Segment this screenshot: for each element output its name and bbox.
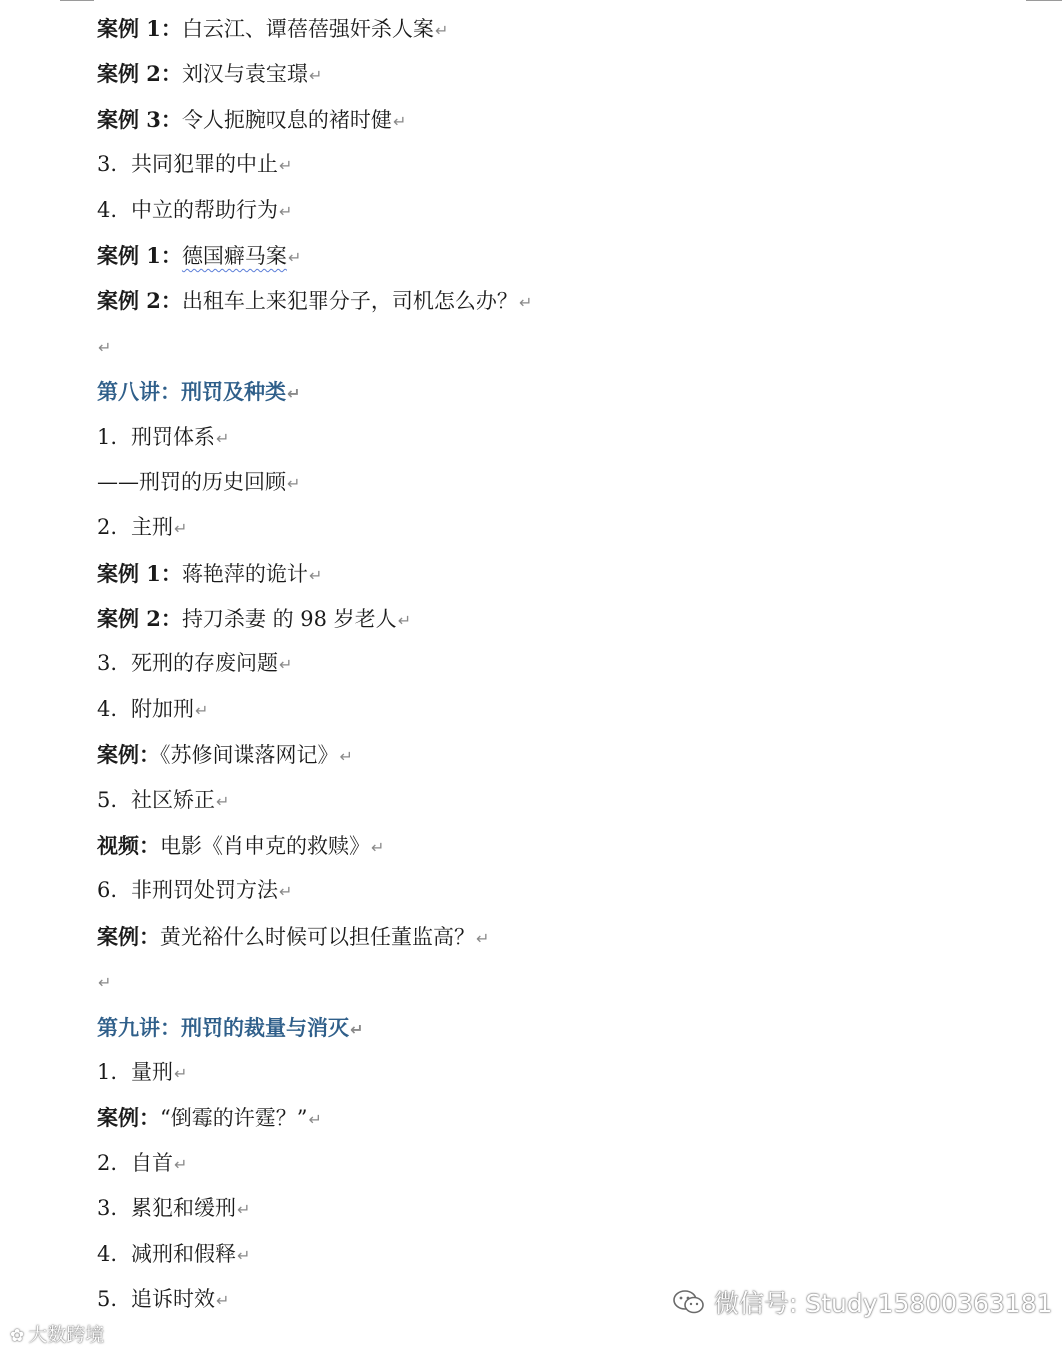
paragraph-mark-icon: ↵ xyxy=(434,21,449,40)
case-label: 案例： xyxy=(97,923,160,949)
case-label: 案例 1： xyxy=(97,16,182,41)
case-text: 刘汉与袁宝璟 xyxy=(181,62,308,87)
case-line xyxy=(97,6,1017,51)
case-text: 《苏修间谍落网记》 xyxy=(160,743,339,768)
sub-text: ——刑罚的历史回顾 xyxy=(97,469,286,494)
item-number: 5. xyxy=(97,787,118,812)
case-line xyxy=(97,596,1017,641)
case-label: 案例： xyxy=(97,742,160,768)
case-text: 黄光裕什么时候可以担任董监高？ xyxy=(160,924,475,949)
case-line xyxy=(97,233,1017,278)
paragraph-mark-icon: ↵ xyxy=(287,247,302,267)
item-number: 3. xyxy=(97,651,118,676)
heading-text: 第九讲：刑罚的裁量与消灭 xyxy=(97,1014,349,1040)
case-line xyxy=(97,551,1017,596)
item-text: 社区矫正 xyxy=(131,787,216,812)
item-text: 主刑 xyxy=(131,515,174,540)
item-text: 刑罚体系 xyxy=(131,424,216,449)
case-line xyxy=(97,1095,1017,1140)
item-text: 中立的帮助行为 xyxy=(131,197,279,222)
paragraph-mark-icon: ↵ xyxy=(237,1245,251,1265)
paragraph-mark-icon: ↵ xyxy=(287,384,301,404)
item-number: 3. xyxy=(97,1196,118,1221)
item-text: 量刑 xyxy=(131,1059,174,1084)
case-text: 德国癖马案 xyxy=(181,243,287,268)
paragraph-mark-icon: ↵ xyxy=(216,1290,230,1310)
section-heading xyxy=(97,1005,1017,1050)
item-text: 累犯和缓刑 xyxy=(131,1196,237,1221)
paragraph-mark-icon: ↵ xyxy=(174,1063,188,1083)
item-number: 6. xyxy=(97,878,118,903)
paragraph-mark-icon: ↵ xyxy=(308,565,323,585)
numbered-item xyxy=(97,1232,1017,1277)
case-label: 案例： xyxy=(97,1105,160,1131)
video-text: 电影《肖申克的救赎》 xyxy=(160,834,370,859)
case-line xyxy=(97,278,1017,323)
item-text: 减刑和假释 xyxy=(131,1241,237,1266)
numbered-item xyxy=(97,142,1017,187)
item-number: 3. xyxy=(97,152,118,177)
paragraph-mark-icon: ↵ xyxy=(397,611,412,631)
numbered-item xyxy=(97,778,1017,823)
case-text: 蒋艳萍的诡计 xyxy=(181,561,308,586)
paragraph-mark-icon: ↵ xyxy=(216,428,230,448)
paragraph-mark-icon: ↵ xyxy=(350,1019,364,1039)
numbered-item xyxy=(97,868,1017,913)
paragraph-mark-icon: ↵ xyxy=(339,747,353,767)
case-line xyxy=(97,51,1017,96)
case-label: 案例 2： xyxy=(97,606,182,632)
paragraph-mark-icon: ↵ xyxy=(476,928,490,948)
watermark-left-text: 大数跨境 xyxy=(28,1324,105,1346)
item-number: 2. xyxy=(97,1150,118,1175)
case-text: 出租车上来犯罪分子，司机怎么办？ xyxy=(181,289,518,314)
numbered-item xyxy=(97,188,1017,233)
item-number: 1. xyxy=(97,424,118,449)
numbered-item xyxy=(97,415,1017,460)
paragraph-mark-icon: ↵ xyxy=(237,1200,251,1220)
item-text: 死刑的存废问题 xyxy=(131,651,279,676)
item-text: 共同犯罪的中止 xyxy=(131,152,279,177)
numbered-item xyxy=(97,1186,1017,1231)
video-label: 视频： xyxy=(97,833,160,859)
logo-icon: ✿ xyxy=(10,1326,25,1346)
case-label: 案例 2： xyxy=(97,288,182,314)
case-text: 持刀杀妻 的 98 岁老人 xyxy=(181,607,397,632)
item-number: 4. xyxy=(97,197,118,222)
case-label: 案例 1： xyxy=(97,242,182,268)
watermark-right xyxy=(672,1284,1053,1320)
paragraph-mark-icon: ↵ xyxy=(174,519,188,539)
case-line xyxy=(97,914,1017,959)
case-label: 案例 3： xyxy=(97,106,182,132)
sub-text-line xyxy=(97,460,1017,505)
numbered-item xyxy=(97,1050,1017,1095)
paragraph-mark-icon: ↵ xyxy=(279,201,293,221)
numbered-item xyxy=(97,505,1017,550)
item-number: 5. xyxy=(97,1286,118,1311)
case-line xyxy=(97,732,1017,777)
document-body xyxy=(97,6,1017,1322)
item-number: 4. xyxy=(97,696,118,721)
paragraph-mark-icon: ↵ xyxy=(308,1110,322,1130)
paragraph-mark-icon: ↵ xyxy=(98,973,112,993)
paragraph-mark-icon: ↵ xyxy=(371,838,385,858)
item-number: 2. xyxy=(97,515,118,540)
case-label: 案例 2： xyxy=(97,61,182,87)
paragraph-mark-icon: ↵ xyxy=(518,293,533,313)
case-label: 案例 1： xyxy=(97,560,182,586)
page-corner-mark-right xyxy=(1026,0,1062,1)
case-text: “倒霉的许霆？” xyxy=(160,1106,308,1131)
numbered-item xyxy=(97,1141,1017,1186)
paragraph-mark-icon: ↵ xyxy=(98,337,112,357)
paragraph-mark-icon: ↵ xyxy=(308,66,323,86)
item-text: 附加刑 xyxy=(131,696,195,721)
case-line xyxy=(97,97,1017,142)
paragraph-mark-icon: ↵ xyxy=(216,791,230,811)
paragraph-mark-icon: ↵ xyxy=(195,700,209,720)
empty-paragraph xyxy=(97,324,1017,369)
paragraph-mark-icon: ↵ xyxy=(392,111,407,131)
paragraph-mark-icon: ↵ xyxy=(279,882,293,902)
paragraph-mark-icon: ↵ xyxy=(287,473,301,493)
numbered-item xyxy=(97,687,1017,732)
section-heading xyxy=(97,369,1017,414)
paragraph-mark-icon: ↵ xyxy=(279,156,293,176)
item-text: 自首 xyxy=(131,1150,174,1175)
watermark-right-text: 微信号: Study15800363181 xyxy=(714,1289,1053,1318)
case-text: 白云江、谭蓓蓓强奸杀人案 xyxy=(181,17,434,41)
paragraph-mark-icon: ↵ xyxy=(174,1154,188,1174)
item-text: 追诉时效 xyxy=(131,1286,216,1311)
heading-text: 第八讲：刑罚及种类 xyxy=(97,379,286,405)
wechat-icon xyxy=(672,1288,706,1316)
empty-paragraph xyxy=(97,959,1017,1004)
paragraph-mark-icon: ↵ xyxy=(279,655,293,675)
video-line xyxy=(97,823,1017,868)
item-number: 1. xyxy=(97,1059,118,1084)
watermark-left xyxy=(10,1320,104,1347)
case-text: 令人扼腕叹息的褚时健 xyxy=(181,107,392,132)
page-corner-mark-left xyxy=(60,0,94,1)
item-text: 非刑罚处罚方法 xyxy=(131,878,279,903)
item-number: 4. xyxy=(97,1241,118,1266)
numbered-item xyxy=(97,641,1017,686)
